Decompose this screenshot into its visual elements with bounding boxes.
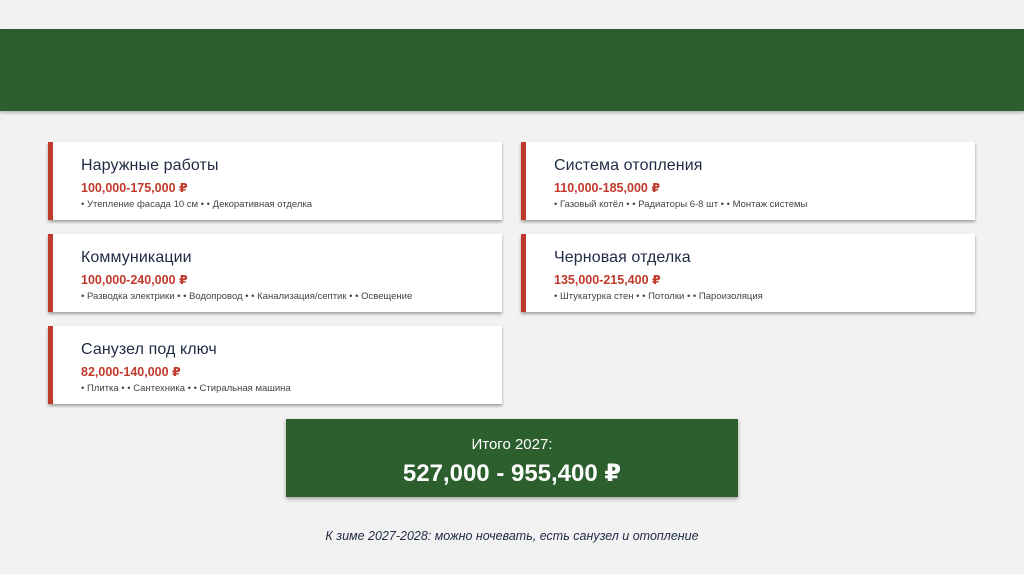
card-rough-finishing xyxy=(521,234,975,312)
card-items: • Плитка • • Сантехника • • Стиральная машина xyxy=(81,383,291,394)
total-box xyxy=(286,419,738,497)
total-value: 527,000 - 955,400 ₽ xyxy=(402,460,622,487)
card-price: 135,000-215,400 ₽ xyxy=(554,273,661,287)
footnote: К зиме 2027-2028: можно ночевать, есть санузел и отопление xyxy=(325,529,699,543)
card-price: 100,000-175,000 ₽ xyxy=(81,181,188,195)
card-items: • Газовый котёл • • Радиаторы 6-8 шт • • Монтаж системы xyxy=(554,199,808,210)
card-utilities xyxy=(48,234,502,312)
card-title: Санузел под ключ xyxy=(81,341,217,358)
card-heating-system xyxy=(521,142,975,220)
header-band xyxy=(0,29,1024,111)
total-label: Итого 2027: xyxy=(471,436,553,453)
card-title: Наружные работы xyxy=(81,157,219,174)
card-title: Черновая отделка xyxy=(554,249,691,266)
card-price: 100,000-240,000 ₽ xyxy=(81,273,188,287)
card-bathroom-turnkey xyxy=(48,326,502,404)
card-exterior-works xyxy=(48,142,502,220)
card-items: • Штукатурка стен • • Потолки • • Пароизоляция xyxy=(554,291,763,302)
card-items: • Утепление фасада 10 см • • Декоративная отделка xyxy=(81,199,313,210)
card-title: Система отопления xyxy=(554,157,703,174)
card-price: 82,000-140,000 ₽ xyxy=(81,365,181,379)
card-price: 110,000-185,000 ₽ xyxy=(554,181,661,195)
card-title: Коммуникации xyxy=(81,249,192,266)
card-items: • Разводка электрики • • Водопровод • • Канализация/септик • • Освещение xyxy=(81,291,413,302)
